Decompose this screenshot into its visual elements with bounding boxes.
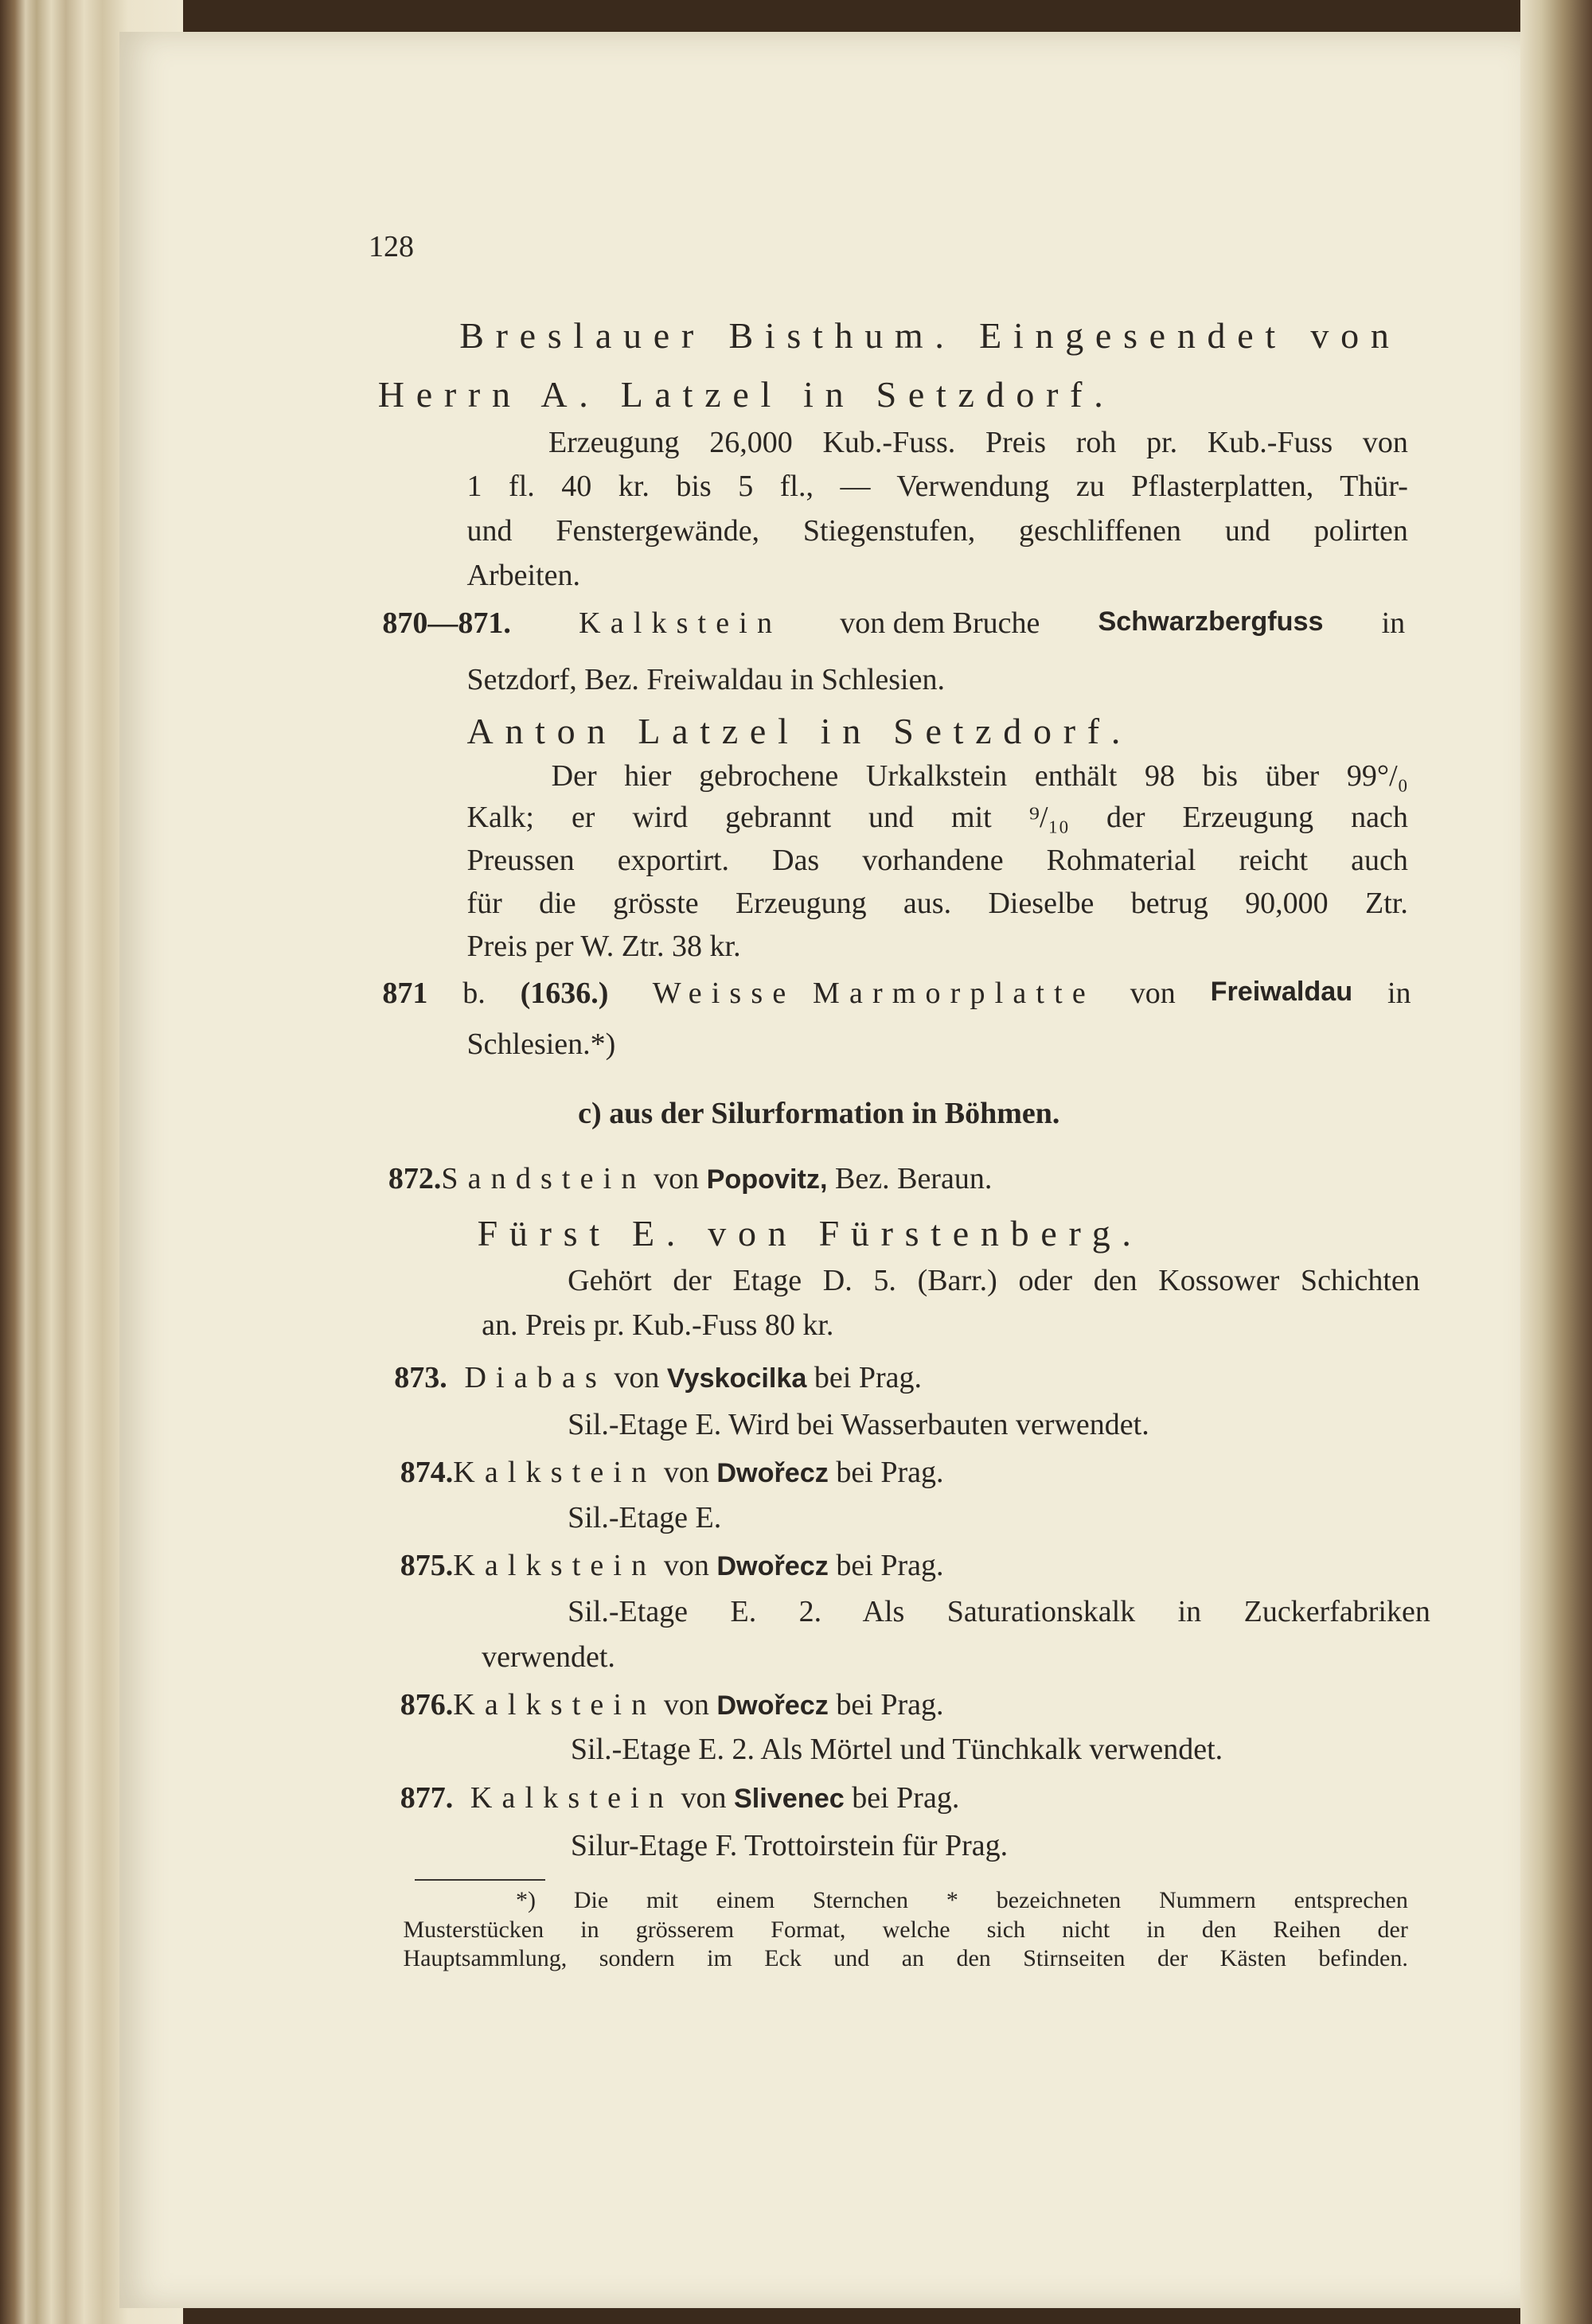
text-line bbox=[467, 802, 1408, 833]
text-line bbox=[482, 1308, 834, 1343]
text-segment: Setzdorf, Bez. Freiwaldau in Schlesien. bbox=[466, 662, 945, 696]
text-line bbox=[466, 470, 1408, 504]
text-segment: Arbeiten. bbox=[466, 559, 580, 593]
text-line bbox=[466, 710, 1133, 751]
text-line bbox=[568, 1265, 1420, 1296]
text-line bbox=[551, 758, 1408, 793]
text-segment: Sandstein bbox=[441, 1162, 646, 1195]
entry-number: 873. bbox=[394, 1360, 447, 1394]
footnote-line: Hauptsammlung, sondern im Eck und an den Stirnseiten der Kästen befinden. bbox=[403, 1944, 1408, 1971]
text-line bbox=[568, 1410, 1149, 1440]
text-line bbox=[382, 608, 1405, 638]
text-segment: von bbox=[1122, 977, 1184, 1011]
text-segment: verwendet. bbox=[482, 1640, 615, 1675]
text-segment: in bbox=[1379, 977, 1411, 1011]
footnote-line: *) Die mit einem Sternchen * bezeichneten Nummern entsprechen bbox=[515, 1886, 1408, 1913]
text-segment: Sil.-Etage E. bbox=[568, 1501, 722, 1535]
text-segment: bei Prag. bbox=[828, 1688, 944, 1722]
text-segment: für die grösste Erzeugung aus. Dieselbe betrug 90,000 Ztr. bbox=[466, 886, 1408, 920]
place-name: Vyskocilka bbox=[666, 1363, 807, 1394]
place-name: Freiwaldau bbox=[1210, 977, 1353, 1008]
text-segment: Sil.-Etage E. 2. Als Saturationskalk in Zuckerfabriken bbox=[568, 1594, 1430, 1628]
text-line bbox=[394, 1360, 922, 1394]
text-segment: von bbox=[606, 1360, 667, 1394]
text-line bbox=[466, 662, 945, 696]
text-line bbox=[467, 845, 1408, 875]
text-segment: Diabas bbox=[447, 1360, 607, 1394]
text-line bbox=[382, 977, 1411, 1011]
text-line bbox=[467, 931, 741, 961]
place-name: Dwořecz bbox=[716, 1457, 829, 1488]
page-number: 128 bbox=[369, 230, 414, 263]
text-segment: Kalk; er wird gebrannt und mit ⁹/₁₀ der Erzeugung nach bbox=[466, 800, 1408, 834]
text-segment: Breslauer Bisthum. Eingesendet von bbox=[459, 314, 1401, 356]
entry-number: 875. bbox=[400, 1548, 454, 1582]
text-segment: bei Prag. bbox=[828, 1455, 944, 1489]
entry-number: 877. bbox=[400, 1781, 454, 1815]
text-segment: Preussen exportirt. Das vorhandene Rohmaterial reicht auch bbox=[466, 843, 1408, 877]
text-segment: in bbox=[1374, 606, 1406, 640]
text-segment: Sil.-Etage E. 2. Als Mörtel und Tünchkalk verwendet. bbox=[570, 1732, 1223, 1766]
footnote-line: Musterstücken in grösserem Format, welche sich nicht in den Reihen der bbox=[403, 1917, 1408, 1944]
text-line bbox=[467, 516, 1408, 546]
text-line bbox=[400, 1457, 944, 1488]
text-segment: und Fenstergewände, Stiegenstufen, geschliffenen und polirten bbox=[466, 514, 1408, 548]
text-segment: Anton Latzel in Setzdorf. bbox=[466, 710, 1133, 751]
text-segment: c) aus der Silurformation in Böhmen. bbox=[578, 1097, 1060, 1131]
text-segment: Erzeugung 26,000 Kub.-Fuss. Preis roh pr. Kub.-Fuss von bbox=[548, 425, 1408, 459]
text-line bbox=[400, 1690, 944, 1720]
facing-page-edge bbox=[1520, 0, 1592, 2324]
text-segment: Fürst E. von Fürstenberg. bbox=[477, 1213, 1143, 1254]
text-segment: bei Prag. bbox=[844, 1781, 960, 1815]
text-segment: Preis per W. Ztr. 38 kr. bbox=[466, 929, 741, 963]
text-line bbox=[467, 888, 1408, 918]
text-segment: b. bbox=[455, 977, 494, 1011]
place-name: Dwořecz bbox=[716, 1550, 829, 1581]
text-segment: Bez. Beraun. bbox=[827, 1162, 993, 1195]
text-segment: Schlesien.*) bbox=[466, 1027, 616, 1061]
text-line bbox=[459, 314, 1401, 356]
text-segment: von bbox=[656, 1688, 717, 1722]
entry-number: 870—871. bbox=[382, 606, 511, 640]
text-line bbox=[548, 427, 1408, 458]
text-segment: von bbox=[673, 1781, 734, 1815]
entry-number: 871 bbox=[382, 977, 428, 1011]
text-segment: 1 fl. 40 kr. bis 5 fl., — Verwendung zu Pflasterplatten, Thür- bbox=[466, 470, 1408, 504]
text-segment: von bbox=[656, 1548, 717, 1582]
place-name: Popovitz, bbox=[706, 1164, 828, 1195]
text-segment: Herrn A. Latzel in Setzdorf. bbox=[377, 374, 1115, 415]
text-segment: von bbox=[656, 1455, 717, 1489]
text-segment: Weisse Marmorplatte bbox=[635, 977, 1095, 1011]
place-name: Schwarzbergfuss bbox=[1098, 606, 1324, 637]
text-segment: bei Prag. bbox=[806, 1360, 922, 1394]
text-segment: an. Preis pr. Kub.-Fuss 80 kr. bbox=[482, 1308, 834, 1343]
text-segment: von dem Bruche bbox=[832, 606, 1048, 640]
text-line bbox=[578, 1098, 1059, 1129]
text-segment: Sil.-Etage E. Wird bei Wasserbauten verwendet. bbox=[568, 1408, 1149, 1442]
text-segment: Kalkstein bbox=[453, 1548, 657, 1582]
place-name: Slivenec bbox=[733, 1784, 845, 1815]
entry-number: 872. bbox=[388, 1162, 442, 1195]
text-line bbox=[570, 1828, 1009, 1862]
text-line bbox=[478, 1215, 1143, 1252]
text-segment: bei Prag. bbox=[828, 1548, 944, 1582]
text-line bbox=[388, 1164, 992, 1194]
text-line bbox=[482, 1640, 615, 1675]
text-line bbox=[378, 376, 1115, 413]
text-segment: Kalkstein bbox=[453, 1781, 673, 1815]
text-segment: Kalkstein bbox=[453, 1688, 657, 1722]
text-segment: Kalkstein bbox=[561, 606, 782, 640]
text-segment: von bbox=[646, 1162, 707, 1195]
entry-number: (1636.) bbox=[520, 977, 609, 1011]
text-line bbox=[571, 1734, 1223, 1764]
text-segment: Gehört der Etage D. 5. (Barr.) oder den Kossower Schichten bbox=[568, 1264, 1420, 1298]
place-name: Dwořecz bbox=[716, 1690, 829, 1722]
text-line bbox=[467, 560, 580, 591]
text-line bbox=[400, 1550, 944, 1581]
entry-number: 876. bbox=[400, 1688, 454, 1722]
text-segment: Silur-Etage F. Trottoirstein für Prag. bbox=[570, 1828, 1009, 1862]
text-line bbox=[400, 1783, 960, 1813]
text-line bbox=[568, 1594, 1430, 1628]
text-line bbox=[467, 1029, 616, 1059]
text-segment: Der hier gebrochene Urkalkstein enthält 98 bis über 99°/₀ bbox=[551, 758, 1408, 793]
text-line bbox=[568, 1503, 721, 1533]
footnote-rule bbox=[415, 1879, 545, 1881]
entry-number: 874. bbox=[400, 1455, 454, 1489]
text-segment: Kalkstein bbox=[453, 1455, 657, 1489]
